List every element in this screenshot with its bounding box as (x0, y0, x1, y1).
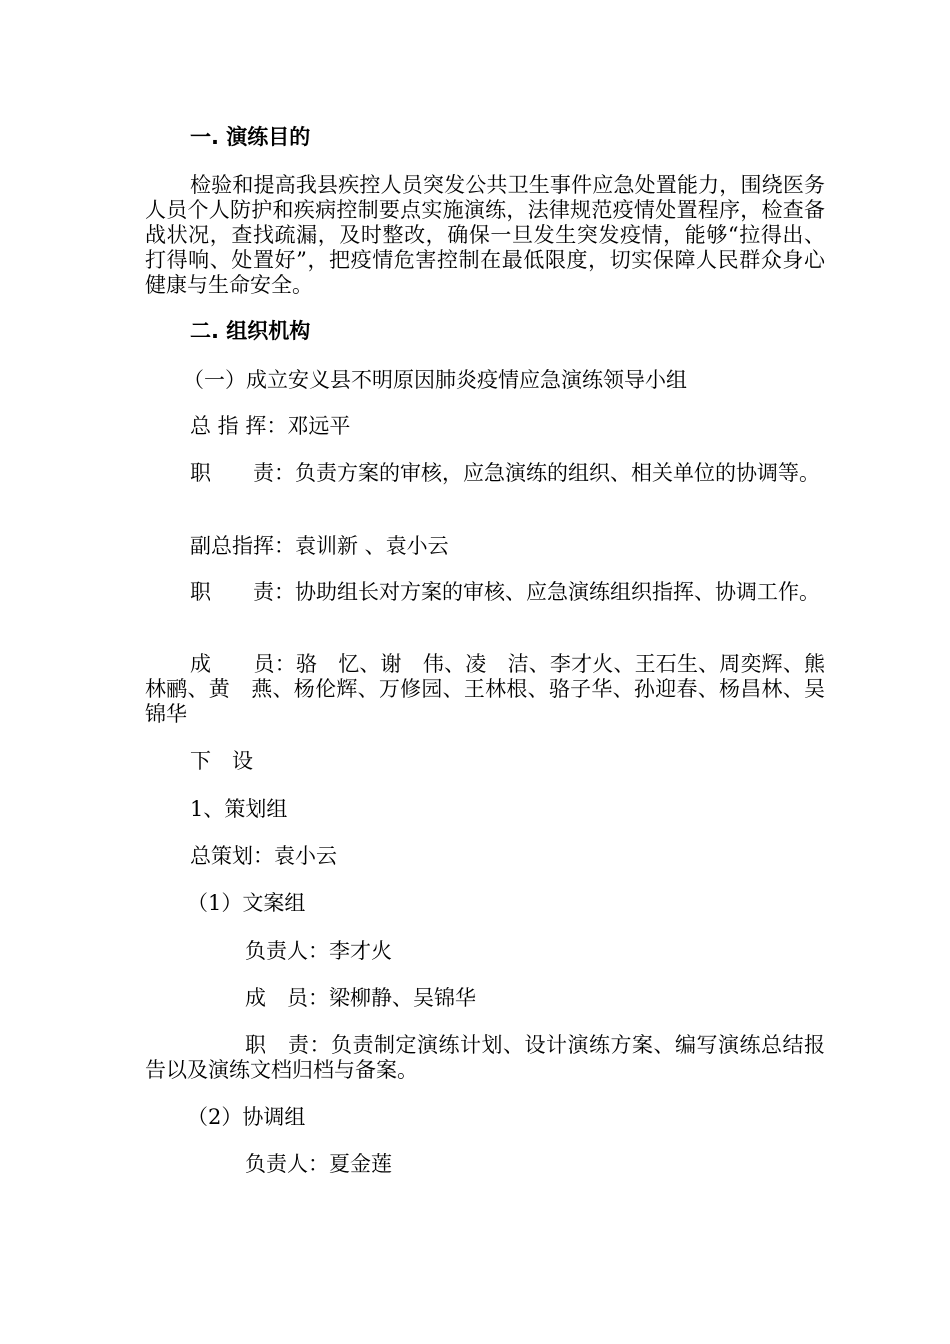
coordination-team-lead: 负责人：夏金莲 (245, 1152, 392, 1176)
copywriting-team-members: 成 员：梁柳静、吴锦华 (245, 986, 476, 1010)
below-label: 下 设 (190, 749, 253, 773)
commander-line: 总 指 挥：邓远平 (190, 414, 351, 438)
section-1-paragraph: 检验和提高我县疾控人员突发公共卫生事件应急处置能力，围绕医务人员个人防护和疾病控制要点实施演练，法律规范疫情处置程序，检查备战状况，查找疏漏，及时整改，确保一旦发生突发疫情，能够“拉得出、打得响、处置好”，把疫情危害控制在最低限度，切实保障人民群众身心健康与生命安全。 (145, 173, 825, 297)
copywriting-team-lead: 负责人：李才火 (245, 939, 392, 963)
copywriting-team-duty: 职 责：负责制定演练计划、设计演练方案、编写演练总结报告以及演练文档归档与备案。 (145, 1033, 825, 1082)
coordination-team-heading: （2）协调组 (187, 1105, 306, 1129)
section-2-heading: 二. 组织机构 (190, 319, 311, 343)
section-1-heading: 一. 演练目的 (190, 125, 311, 149)
planning-group-heading: 1、策划组 (190, 797, 288, 821)
commander-duty-paragraph: 职 责：负责方案的审核，应急演练的组织、相关单位的协调等。 (190, 461, 820, 485)
deputy-duty-paragraph: 职 责：协助组长对方案的审核、应急演练组织指挥、协调工作。 (190, 580, 820, 604)
deputy-commander-line: 副总指挥：袁训新 、袁小云 (190, 534, 449, 558)
chief-planner-line: 总策划：袁小云 (190, 844, 337, 868)
members-paragraph: 成 员：骆 忆、谢 伟、凌 洁、李才火、王石生、周奕辉、熊林鹂、黄 燕、杨伦辉、万修园、王林根、骆子华、孙迎春、杨昌林、吴锦华 (145, 652, 825, 726)
subsection-leadership-group: （一）成立安义县不明原因肺炎疫情应急演练领导小组 (183, 368, 687, 392)
copywriting-team-heading: （1）文案组 (187, 891, 306, 915)
